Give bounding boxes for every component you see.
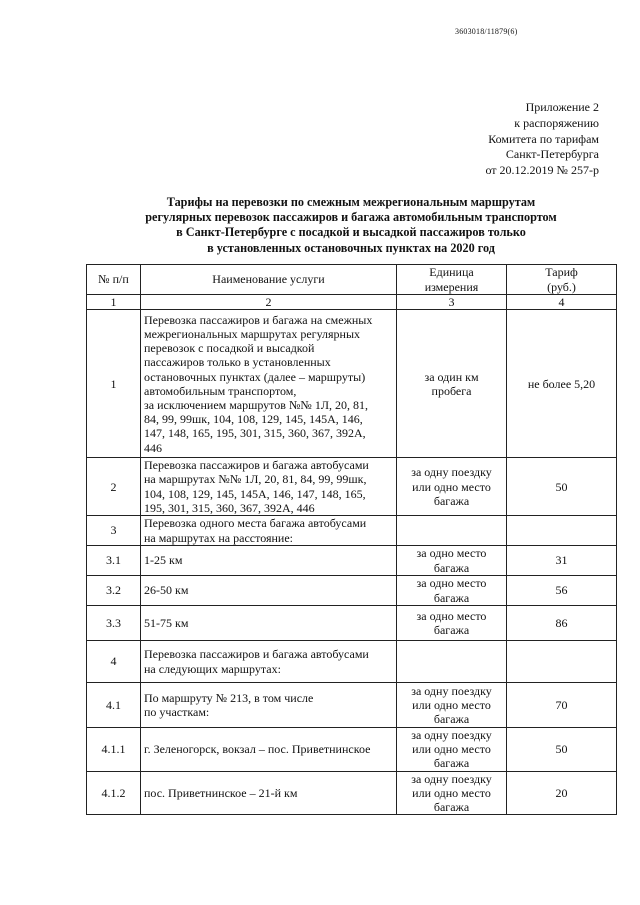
row-number: 4 (87, 641, 141, 683)
service-name (141, 771, 397, 815)
unit-of-measure (397, 606, 507, 641)
table-row (87, 641, 617, 683)
service-name-line: 195, 301, 315, 360, 367, 392А, 446 (144, 500, 315, 515)
table-row (87, 516, 617, 546)
unit-of-measure (397, 516, 507, 546)
service-name-line: перевозок с посадкой и высадкой (144, 341, 315, 356)
unit-of-measure (397, 576, 507, 606)
service-name-line: по участкам: (144, 705, 210, 720)
column-number: 3 (397, 295, 507, 310)
header-unit (397, 265, 507, 295)
document-number: 3603018/11879(6) (455, 27, 518, 36)
unit-line: или одно место (412, 742, 491, 757)
service-name (141, 516, 397, 546)
row-number: 4.1.2 (87, 771, 141, 815)
service-name-line: По маршруту № 213, в том числе (144, 690, 314, 705)
unit-line: за одно место (416, 546, 487, 561)
unit-of-measure (397, 683, 507, 728)
service-name-line: 147, 148, 165, 195, 301, 315, 360, 367, 392А, (144, 426, 366, 441)
unit-of-measure (397, 546, 507, 576)
service-name-line: на следующих маршрутах: (144, 661, 281, 676)
header-tariff (507, 265, 617, 295)
row-number: 3 (87, 516, 141, 546)
unit-line: багажа (433, 493, 470, 508)
unit-line: или одно место (412, 479, 491, 494)
unit-of-measure (397, 641, 507, 683)
service-name-line: 26-50 км (144, 583, 189, 598)
row-number: 4.1 (87, 683, 141, 728)
unit-line: или одно место (412, 697, 491, 712)
unit-line: за одну поездку (411, 683, 492, 698)
tariff-value: не более 5,20 (507, 310, 617, 458)
unit-of-measure (397, 771, 507, 815)
row-number: 3.1 (87, 546, 141, 576)
unit-of-measure (397, 728, 507, 772)
unit-line: или одно место (412, 785, 491, 800)
row-number: 2 (87, 458, 141, 516)
row-number: 4.1.1 (87, 728, 141, 772)
tariff-value: 56 (507, 576, 617, 606)
tariff-table (86, 264, 617, 815)
service-name-line: пассажиров только в установленных (144, 355, 331, 370)
row-number: 3.2 (87, 576, 141, 606)
unit-line: за одно место (416, 608, 487, 623)
service-name-line: на маршрутах №№ 1Л, 20, 81, 84, 99, 99шк, (144, 472, 367, 487)
service-name (141, 606, 397, 641)
unit-line: багажа (433, 590, 470, 605)
column-number: 2 (141, 295, 397, 310)
appendix-line: к распоряжению (514, 115, 599, 130)
column-number: 4 (507, 295, 617, 310)
appendix-line: Комитета по тарифам (488, 131, 599, 146)
tariff-value: 31 (507, 546, 617, 576)
table-row (87, 576, 617, 606)
service-name-line: остановочных пунктах (далее – маршруты) (144, 369, 366, 384)
service-name (141, 641, 397, 683)
service-name-line: 84, 99, 99шк, 104, 108, 129, 145, 145А, 146, (144, 412, 363, 427)
table-row (87, 683, 617, 728)
tariff-value: 86 (507, 606, 617, 641)
header-num: № п/п (87, 265, 141, 295)
tariff-value: 50 (507, 728, 617, 772)
header-unit-line: измерения (424, 279, 479, 294)
service-name-line: Перевозка пассажиров и багажа автобусами (144, 647, 369, 662)
table-row (87, 546, 617, 576)
tariff-value (507, 641, 617, 683)
tariff-value: 50 (507, 458, 617, 516)
unit-line: за одну поездку (411, 465, 492, 480)
table-row (87, 771, 617, 815)
column-number-row (87, 295, 617, 310)
service-name (141, 458, 397, 516)
table-row (87, 310, 617, 458)
header-unit-line: Единица (429, 265, 474, 280)
unit-line: за одну поездку (411, 728, 492, 743)
unit-of-measure (397, 458, 507, 516)
unit-line: багажа (433, 800, 470, 815)
document-title (90, 195, 612, 256)
unit-line: за одно место (416, 576, 487, 591)
service-name-line: пос. Приветнинское – 21-й км (144, 785, 298, 800)
title-line: регулярных перевозок пассажиров и багажа автомобильным транспортом (145, 210, 557, 225)
service-name-line: Перевозка пассажиров и багажа автобусами (144, 458, 369, 473)
service-name-line: 51-75 км (144, 615, 189, 630)
service-name (141, 728, 397, 772)
service-name (141, 576, 397, 606)
service-name-line: 446 (144, 440, 162, 455)
unit-line: за одну поездку (411, 771, 492, 786)
tariff-value: 70 (507, 683, 617, 728)
unit-line: за один км (424, 369, 479, 384)
title-line: в Санкт-Петербурге с посадкой и высадкой пассажиров только (176, 225, 526, 240)
header-row (87, 265, 617, 295)
unit-line: пробега (431, 383, 472, 398)
unit-line: багажа (433, 560, 470, 575)
row-number: 1 (87, 310, 141, 458)
tariff-value (507, 516, 617, 546)
service-name-line: межрегиональных маршрутах регулярных (144, 326, 361, 341)
service-name-line: г. Зеленогорск, вокзал – пос. Приветнинское (144, 742, 371, 757)
tariff-value: 20 (507, 771, 617, 815)
title-line: в установленных остановочных пунктах на 2020 год (207, 240, 495, 255)
service-name-line: за исключением маршрутов №№ 1Л, 20, 81, (144, 397, 368, 412)
unit-line: багажа (433, 623, 470, 638)
appendix-block (485, 100, 599, 179)
service-name-line: Перевозка пассажиров и багажа на смежных (144, 312, 373, 327)
service-name (141, 546, 397, 576)
unit-line: багажа (433, 712, 470, 727)
service-name-line: Перевозка одного места багажа автобусами (144, 516, 367, 531)
service-name (141, 683, 397, 728)
unit-of-measure (397, 310, 507, 458)
service-name-line: автомобильным транспортом, (144, 383, 297, 398)
column-number: 1 (87, 295, 141, 310)
header-tariff-line: (руб.) (547, 279, 576, 294)
service-name-line: 1-25 км (144, 553, 183, 568)
title-line: Тарифы на перевозки по смежным межрегиональным маршрутам (166, 195, 536, 209)
appendix-line: Санкт-Петербурга (505, 147, 599, 162)
table-row (87, 458, 617, 516)
unit-line: багажа (433, 756, 470, 771)
appendix-line: Приложение 2 (525, 100, 599, 114)
appendix-line: от 20.12.2019 № 257-р (485, 163, 599, 178)
table-row (87, 606, 617, 641)
row-number: 3.3 (87, 606, 141, 641)
service-name-line: 104, 108, 129, 145, 145А, 146, 147, 148, 165, (144, 486, 366, 501)
service-name-line: на маршрутах на расстояние: (144, 530, 293, 545)
service-name (141, 310, 397, 458)
table-row (87, 728, 617, 772)
header-tariff-line: Тариф (545, 265, 578, 280)
header-name: Наименование услуги (141, 265, 397, 295)
